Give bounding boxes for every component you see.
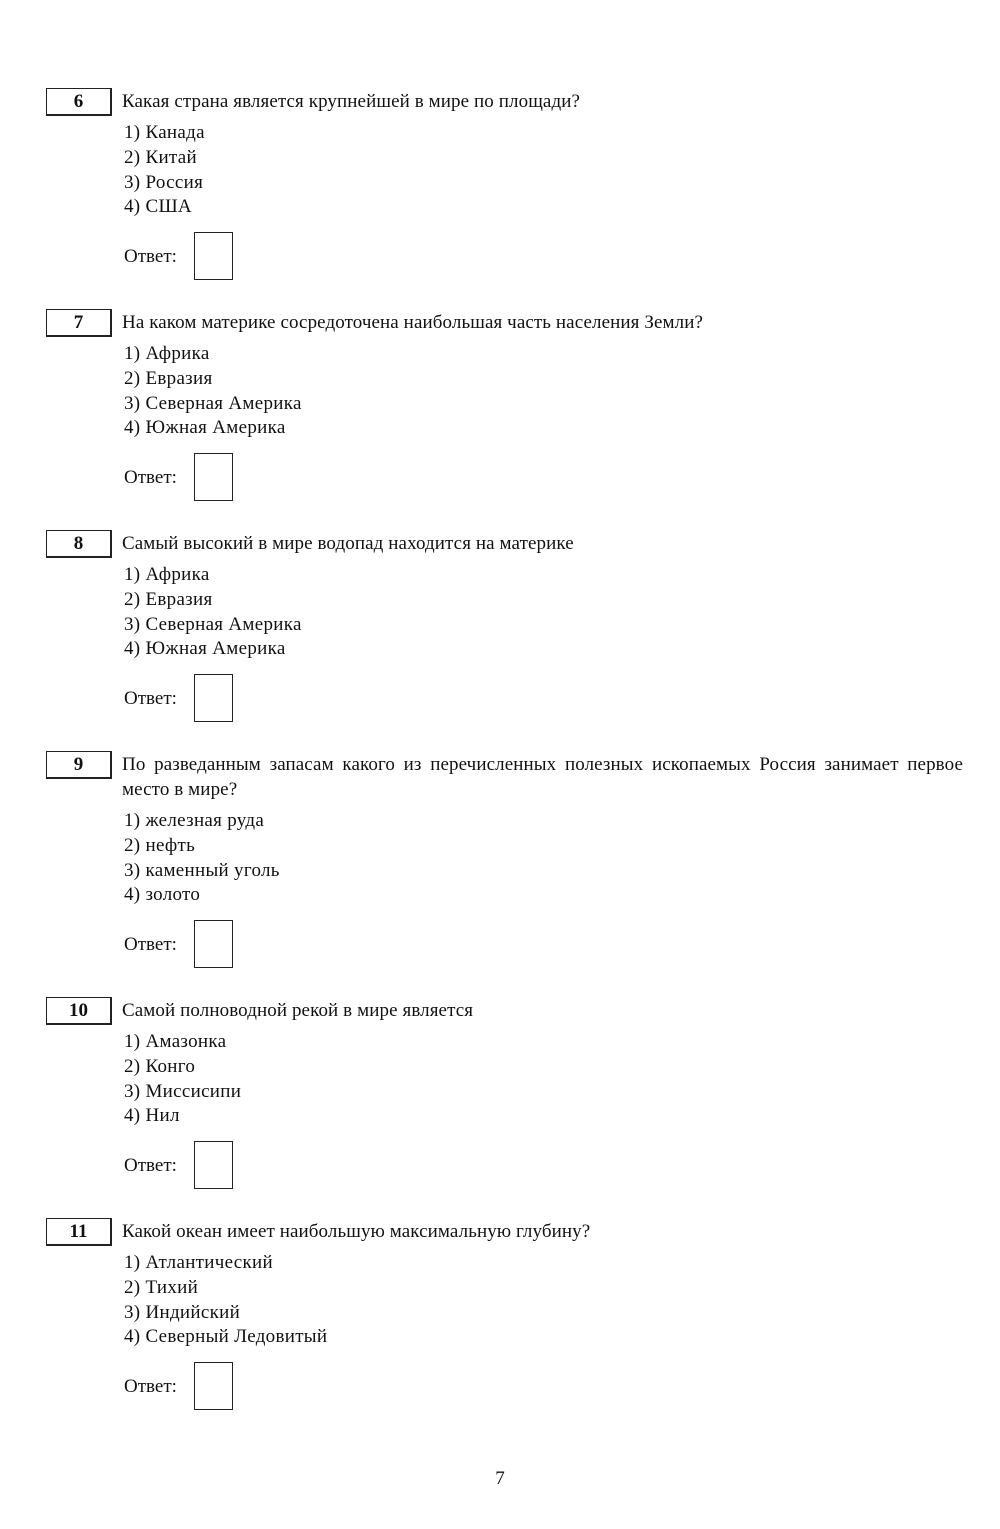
option-4: 4) золото: [124, 884, 201, 906]
option-2: 2) Евразия: [124, 588, 213, 610]
answer-box[interactable]: [194, 920, 233, 968]
question-number: 8: [46, 530, 112, 558]
answer-box[interactable]: [194, 674, 233, 722]
option-2: 2) Тихий: [124, 1276, 199, 1298]
answer-label: Ответ:: [124, 934, 177, 955]
option-4: 4) Северный Ледовитый: [124, 1326, 328, 1348]
question-text: На каком материке сосредоточена наибольшая часть населения Земли?: [122, 312, 703, 333]
question-number: 10: [46, 997, 112, 1025]
option-1: 1) Африка: [124, 343, 210, 364]
option-3: 3) Северная Америка: [124, 392, 302, 414]
option-3: 3) Индийский: [124, 1301, 241, 1323]
option-2: 2) Китай: [124, 146, 197, 168]
option-1: 1) Атлантический: [124, 1252, 273, 1273]
answer-box[interactable]: [194, 232, 233, 280]
answer-options: [124, 342, 302, 441]
question-number: 11: [46, 1218, 112, 1246]
answer-options: [124, 563, 302, 662]
option-1: 1) железная руда: [124, 810, 265, 831]
answer-options: [124, 121, 205, 220]
question-text: Самой полноводной рекой в мире является: [122, 1000, 474, 1021]
answer-label: Ответ:: [124, 1155, 177, 1176]
page-number: 7: [495, 1468, 505, 1489]
answer-box[interactable]: [194, 1141, 233, 1189]
option-3: 3) Миссисипи: [124, 1080, 242, 1102]
question-number: 6: [46, 88, 112, 116]
option-4: 4) Южная Америка: [124, 638, 286, 660]
answer-label: Ответ:: [124, 246, 177, 267]
question-text: Какая страна является крупнейшей в мире по площади?: [122, 91, 581, 112]
answer-options: [124, 1030, 241, 1129]
question-text: Самый высокий в мире водопад находится на материке: [122, 533, 574, 554]
option-4: 4) Южная Америка: [124, 417, 286, 439]
question-number: 9: [46, 751, 112, 779]
answer-box[interactable]: [194, 453, 233, 501]
option-4: 4) США: [124, 196, 192, 218]
option-3: 3) Северная Америка: [124, 613, 302, 635]
question-text: По разведанным запасам какого из перечисленных полезных ископаемых Россия занимает первое место в мире?: [122, 754, 963, 800]
question-number: 7: [46, 309, 112, 337]
answer-options: [124, 1251, 327, 1350]
option-2: 2) Конго: [124, 1055, 196, 1077]
answer-options: [124, 809, 280, 908]
option-3: 3) каменный уголь: [124, 859, 280, 881]
answer-box[interactable]: [194, 1362, 233, 1410]
option-1: 1) Канада: [124, 122, 205, 143]
answer-label: Ответ:: [124, 688, 177, 709]
question-text: Какой океан имеет наибольшую максимальную глубину?: [122, 1221, 591, 1242]
option-2: 2) нефть: [124, 834, 196, 856]
answer-label: Ответ:: [124, 467, 177, 488]
answer-label: Ответ:: [124, 1376, 177, 1397]
option-2: 2) Евразия: [124, 367, 213, 389]
option-4: 4) Нил: [124, 1105, 180, 1127]
option-1: 1) Африка: [124, 564, 210, 585]
option-1: 1) Амазонка: [124, 1031, 227, 1052]
option-3: 3) Россия: [124, 171, 204, 193]
